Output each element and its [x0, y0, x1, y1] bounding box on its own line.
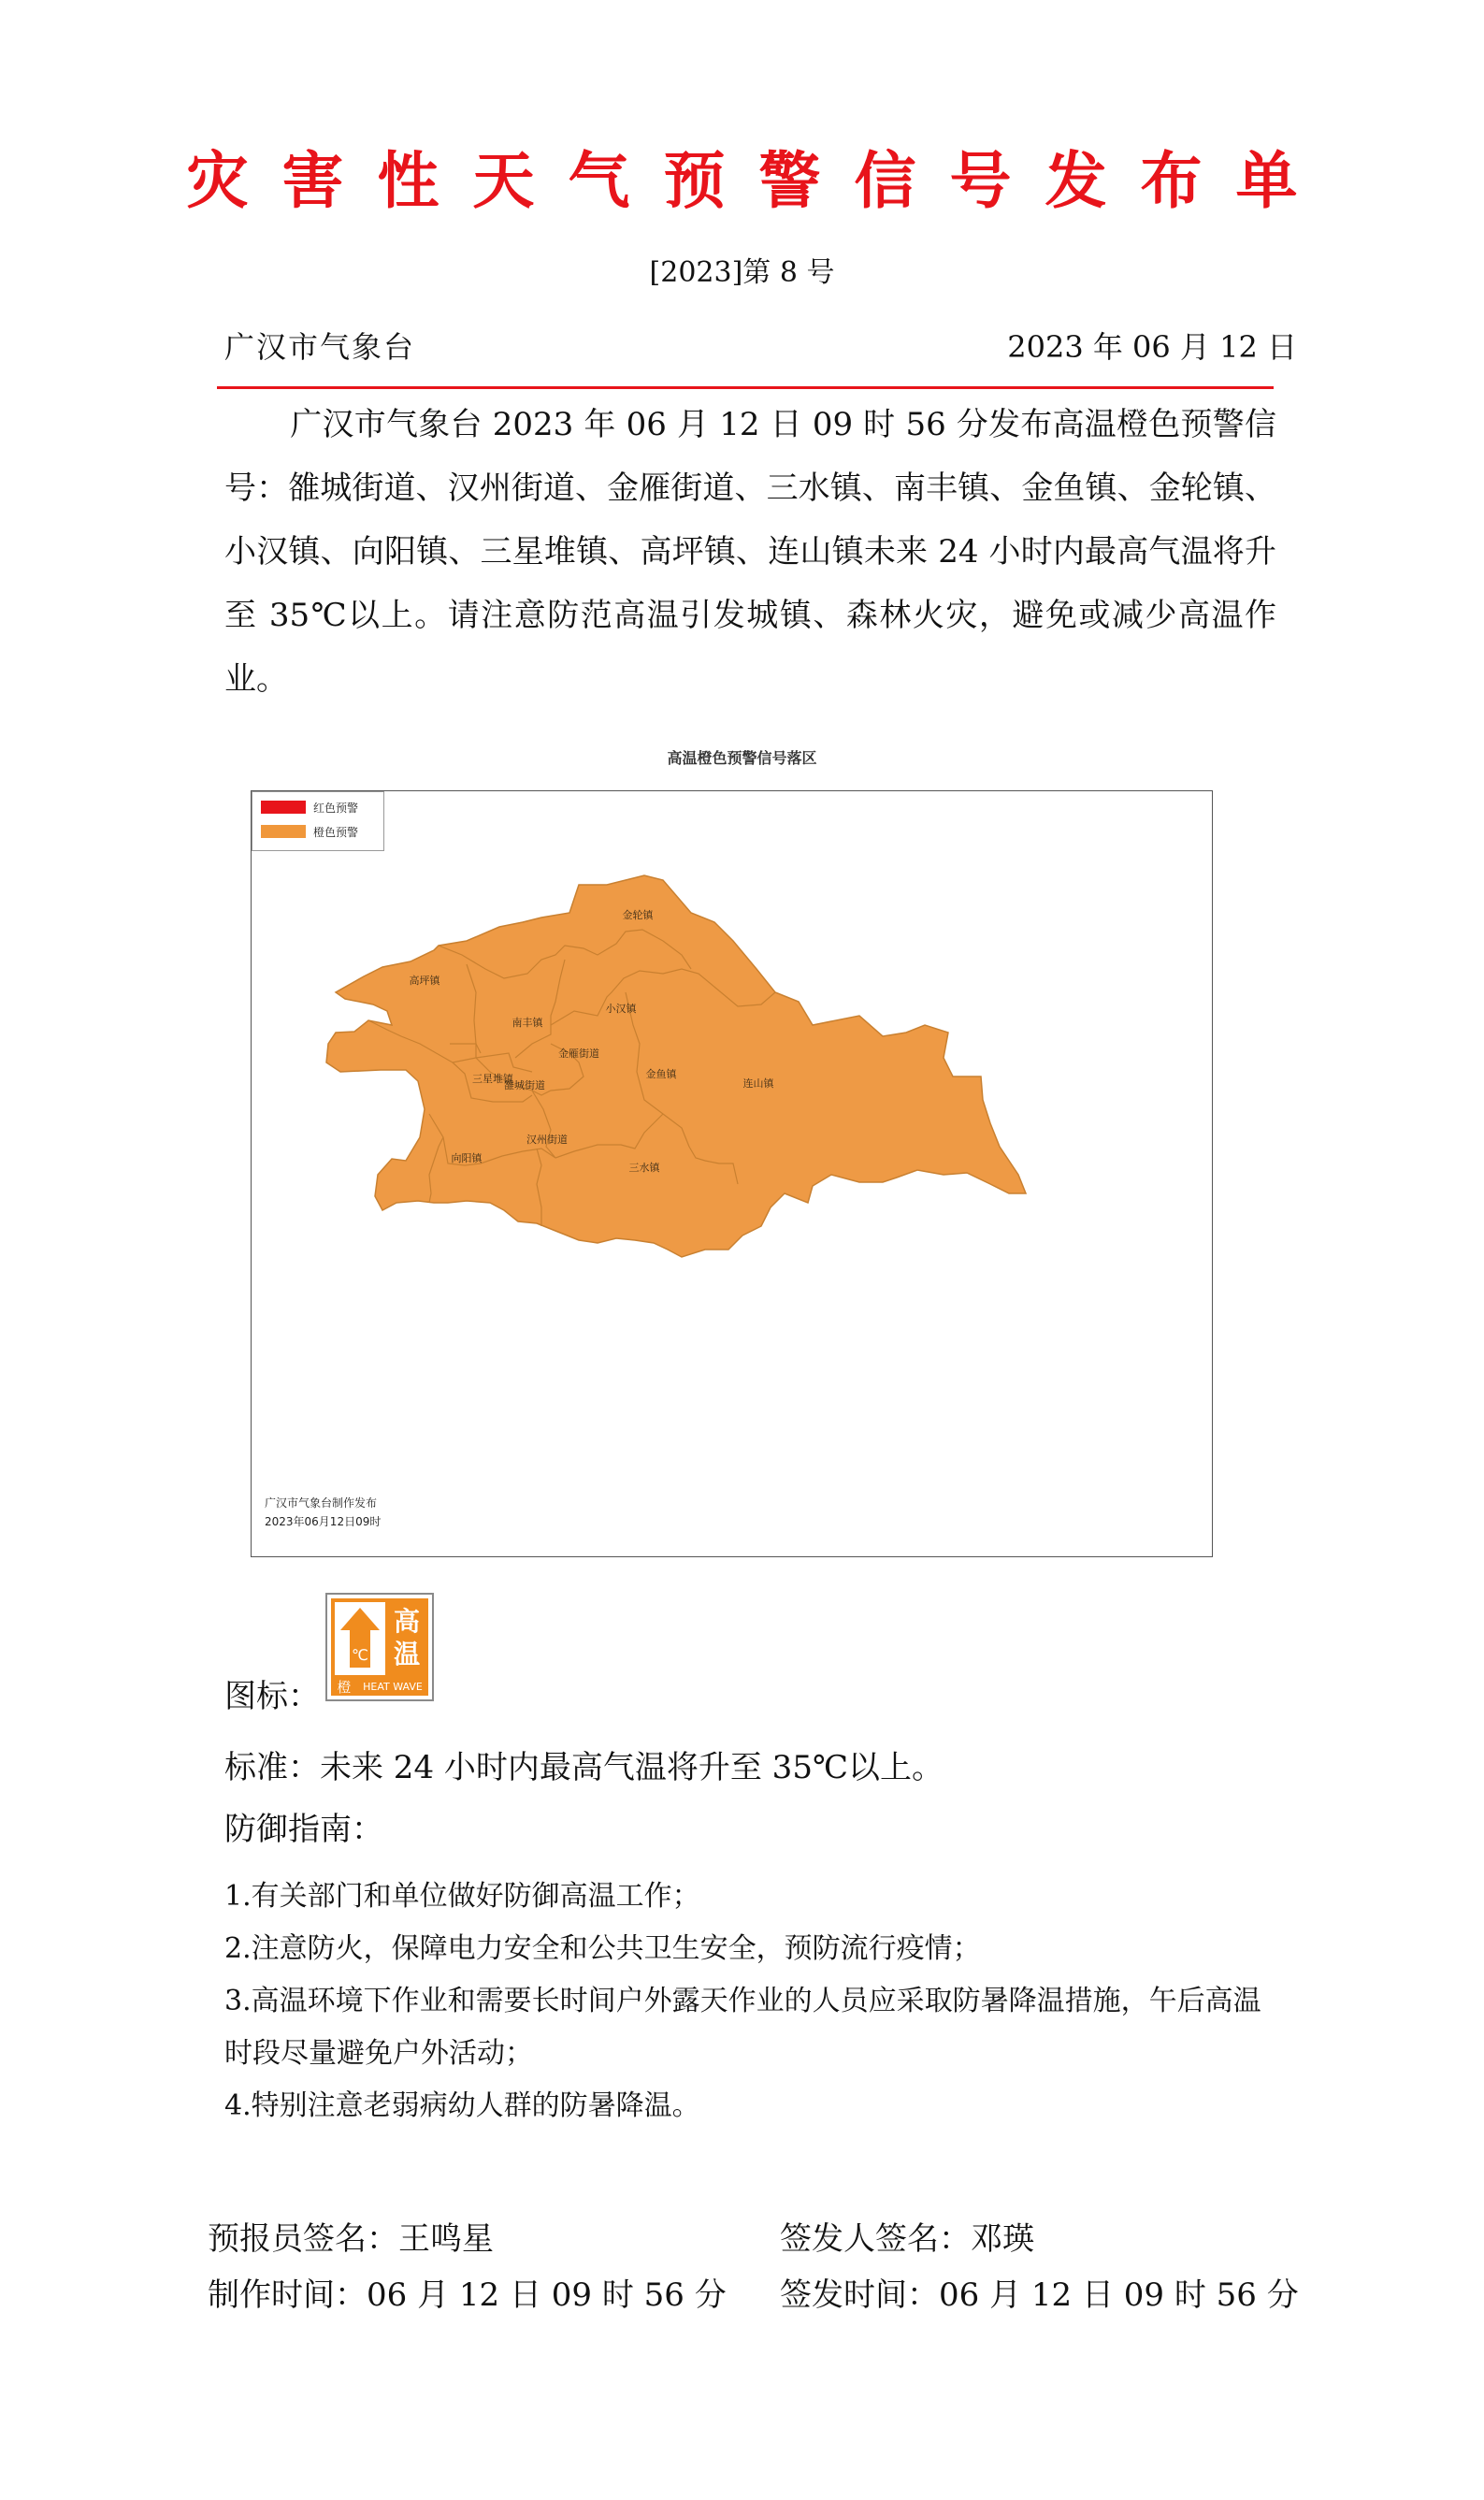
issuer-label: 签发人签名：	[780, 2220, 971, 2258]
icon-unit-text: ℃	[352, 1646, 368, 1664]
make-time-value: 06 月 12 日 09 时 56 分	[367, 2276, 727, 2314]
heat-wave-icon-graphic	[325, 1593, 434, 1701]
region-label: 金轮镇	[622, 909, 654, 921]
warning-standard: 标准：未来 24 小时内最高气温将升至 35℃以上。	[224, 1749, 944, 1786]
legend-swatch-orange	[261, 825, 306, 838]
issue-time	[780, 2269, 1299, 2315]
county-map	[252, 791, 1212, 1556]
legend-item-orange	[261, 823, 358, 840]
forecaster-signature	[208, 2213, 494, 2259]
icon-text-level: 橙	[337, 1679, 352, 1696]
map-title: 高温橙色预警信号落区	[667, 749, 817, 767]
issue-time-label: 签发时间：	[780, 2276, 939, 2314]
region-label: 金鱼镇	[645, 1068, 677, 1080]
heat-wave-orange-icon	[325, 1593, 434, 1701]
region-label: 雒城街道	[504, 1079, 545, 1091]
make-time	[208, 2269, 727, 2315]
make-time-label: 制作时间：	[208, 2276, 367, 2314]
region-label: 连山镇	[742, 1077, 774, 1090]
forecaster-label: 预报员签名：	[208, 2220, 398, 2258]
legend-item-red	[261, 799, 358, 816]
icon-text-temp: 温	[393, 1639, 421, 1669]
issue-time-value: 06 月 12 日 09 时 56 分	[939, 2276, 1299, 2314]
guide-item: 2.注意防火，保障电力安全和公共卫生安全，预防流行疫情；	[224, 1932, 981, 1965]
region-label: 南丰镇	[511, 1017, 543, 1029]
issuing-organization: 广汉市气象台	[224, 329, 416, 365]
guide-item: 4.特别注意老弱病幼人群的防暑降温。	[224, 2089, 700, 2122]
icon-text-high: 高	[393, 1606, 421, 1637]
forecaster-name: 王鸣星	[398, 2220, 494, 2258]
legend-swatch-red	[261, 801, 306, 814]
guide-item: 1.有关部门和单位做好防御高温工作；	[224, 1880, 700, 1913]
map-credit-time: 2023年06月12日09时	[265, 1515, 382, 1528]
region-label: 金雁街道	[558, 1048, 599, 1060]
county-outline	[326, 875, 1026, 1257]
region-label: 向阳镇	[451, 1152, 483, 1164]
region-label: 三水镇	[628, 1162, 660, 1174]
document-number: [2023]第 8 号	[649, 256, 835, 289]
warning-paragraph	[224, 393, 1276, 711]
icon-text-en: HEAT WAVE	[363, 1681, 423, 1693]
warning-area-fill	[326, 875, 1026, 1257]
warning-paragraph-text: 广汉市气象台 2023 年 06 月 12 日 09 时 56 分发布高温橙色预警信号：雒城街道、汉州街道、金雁街道、三水镇、南丰镇、金鱼镇、金轮镇、小汉镇、向阳镇、三星堆镇、高坪镇、连山镇未来 24 小时内最高气温将升至 35℃以上。请注意防范高温引发城镇、森林火灾，避免或减少高温作业。	[224, 406, 1276, 698]
guide-list	[224, 1871, 1276, 2132]
document-title: 灾害性天气预警信号发布单	[186, 145, 1332, 217]
legend-label-orange: 橙色预警	[313, 825, 359, 839]
issue-date: 2023 年 06 月 12 日	[1007, 329, 1297, 365]
guide-item: 3.高温环境下作业和需要长时间户外露天作业的人员应采取防暑降温措施，午后高温时段尽量避免户外活动；	[224, 1985, 1261, 2070]
guide-heading: 防御指南：	[224, 1811, 383, 1848]
icon-label: 图标：	[224, 1678, 320, 1715]
issuer-name: 邓瑛	[971, 2220, 1034, 2258]
region-label: 三星堆镇	[472, 1073, 513, 1085]
map-credit-org: 广汉市气象台制作发布	[265, 1496, 378, 1510]
region-label: 高坪镇	[409, 975, 440, 987]
region-label: 小汉镇	[605, 1003, 637, 1015]
region-label: 汉州街道	[526, 1134, 568, 1146]
issuer-signature	[780, 2213, 1034, 2259]
legend-label-red: 红色预警	[313, 801, 359, 815]
header-divider	[217, 386, 1274, 389]
warning-map	[251, 790, 1213, 1557]
